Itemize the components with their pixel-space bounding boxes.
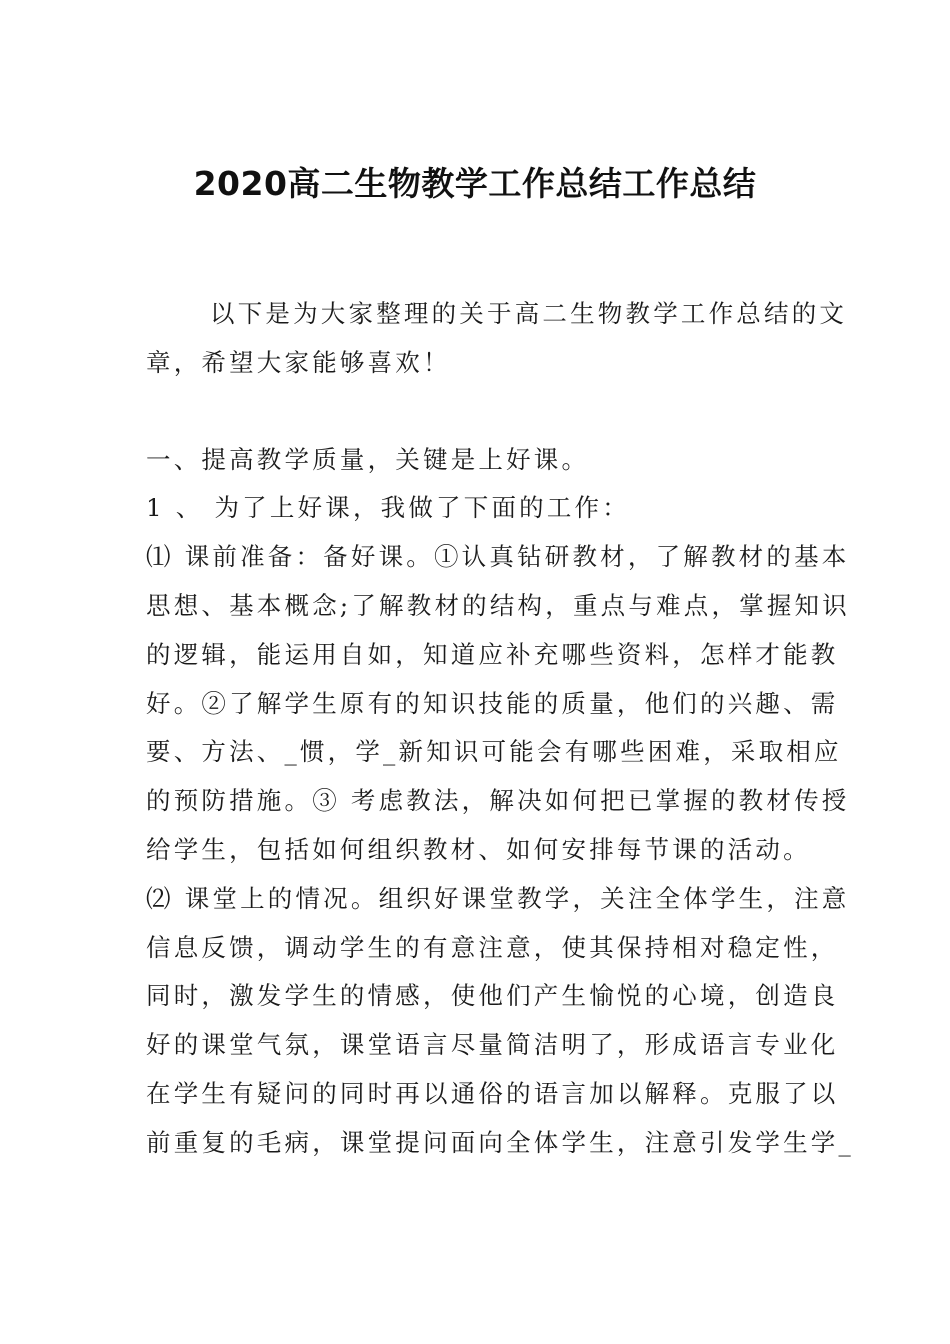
paragraph-spacer (146, 388, 808, 436)
paragraph-line: 的逻辑，能运用自如，知道应补充哪些资料，怎样才能教 (146, 639, 839, 669)
paragraph-line: 同时，激发学生的情感，使他们产生愉悦的心境，创造良 (146, 981, 839, 1011)
paragraph-line: 要、方法、_惯，学_新知识可能会有哪些困难，采取相应 (146, 737, 842, 767)
paragraph-line: 好。②了解学生原有的知识技能的质量，他们的兴趣、需 (146, 688, 839, 718)
paragraph-line: 的预防措施。③ 考虑教法，解决如何把已掌握的教材传授 (146, 786, 850, 816)
paragraph-line: 在学生有疑问的同时再以通俗的语言加以解释。克服了以 (146, 1078, 839, 1108)
document-body (146, 290, 854, 1168)
paragraph-line: 信息反馈，调动学生的有意注意，使其保持相对稳定性， (146, 932, 839, 962)
subsection-heading: 1 、 为了上好课，我做了下面的工作： (146, 493, 630, 523)
page-title: 2020高二生物教学工作总结工作总结 (193, 164, 757, 203)
paragraph-line: 思想、基本概念;了解教材的结构，重点与难点，掌握知识 (146, 590, 850, 620)
paragraph-line: 章，希望大家能够喜欢！ (146, 347, 451, 377)
paragraph-line: ⑵ 课堂上的情况。组织好课堂教学，关注全体学生，注意 (146, 883, 850, 913)
paragraph-line: ⑴ 课前准备：备好课。①认真钻研教材，了解教材的基本 (146, 542, 850, 572)
paragraph-line: 好的课堂气氛，课堂语言尽量简洁明了，形成语言专业化 (146, 1030, 839, 1060)
paragraph-line: 以下是为大家整理的关于高二生物教学工作总结的文 (210, 299, 848, 328)
paragraph-line: 前重复的毛病，课堂提问面向全体学生，注意引发学生学_ (146, 1127, 854, 1157)
section-heading: 一、提高教学质量，关键是上好课。 (146, 444, 590, 474)
paragraph-line: 给学生，包括如何组织教材、如何安排每节课的活动。 (146, 834, 811, 864)
